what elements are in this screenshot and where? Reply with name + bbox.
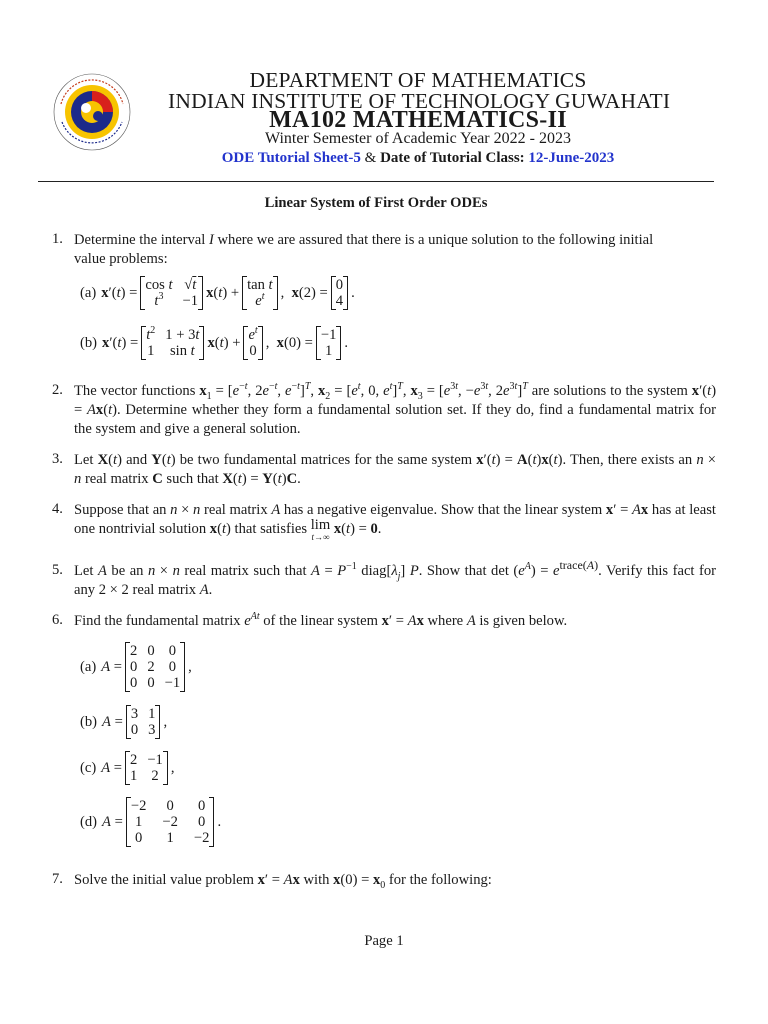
problem-number: 4.: [52, 501, 63, 517]
problem-2-text: The vector functions $x_1 = [e^{-t}$, $2e^{-t}$, $e^{-t}]^T$, $x_2 = [e^t$, 0, $e^t]^T$, $x_3 = [e^{3t}$, $-e^{3t}$, $2e^{3t}]^T$ are solutions to the system x′(t) = Ax(t). Determine whether they form a fundamental solution set. If they do, find a fundamental matrix for the system and give a general solution.: [74, 381, 717, 437]
iitg-logo: [52, 72, 132, 152]
page-number: Page 1: [364, 933, 404, 949]
tutorial-date: 12-June-2023: [528, 150, 615, 166]
section-title: Linear System of First Order ODEs: [264, 195, 488, 211]
problem-number: 3.: [52, 451, 63, 467]
sheet-name: ODE Tutorial Sheet-5: [221, 150, 361, 166]
problem-4-text: Suppose that an n × n real matrix A has a negative eigenvalue. Show that the linear system x′ = Ax has at least one nontrivial solution x(t) that satisfies lim t→∞ x(t) = 0.: [74, 502, 716, 542]
problem-5-text: Let A be an n × n real matrix such that $A = P^{-1}$ $diag[\lambda_j]$ P. Show that $\det (e^A) = e^{trace(A)}$. Verify this fact for any 2 × 2 real matrix A.: [74, 558, 717, 598]
header-divider: [38, 181, 714, 182]
ampersand: &: [364, 150, 377, 166]
institute-heading: INDIAN INSTITUTE OF TECHNOLOGY GUWAHATI: [168, 89, 671, 113]
problem-6c: (c) A = 2 −1 1 2 ,: [80, 752, 175, 784]
problem-number: 1.: [52, 231, 63, 247]
date-label: Date of Tutorial Class:: [380, 150, 525, 166]
problem-6b: (b) A = 3 1 0 3 ,: [80, 706, 168, 738]
problem-6d: (d) A = −2 0 0 1 −2 0 0 1 −2 .: [80, 798, 222, 846]
problem-1b: (b) x′(t) = $t^2$ 1 + 3t 1 sin t x(t) + $e^t$ 0 , x(0) = −1 1 .: [80, 325, 349, 359]
problem-7-text: Solve the initial value problem x′ = Ax with $x(0) = x_0$ for the following:: [74, 872, 492, 891]
problem-number: 2.: [52, 382, 63, 398]
problem-3-text: Let X(t) and Y(t) be two fundamental matrices for the same system x′(t) = A(t)x(t). Then, there exists an n × n real matrix C such that X(t) = Y(t)C.: [74, 452, 717, 487]
problem-number: 7.: [52, 871, 63, 887]
problem-6-text: Find the fundamental matrix $e^{At}$ of the linear system x′ = Ax where A is given below.: [74, 611, 568, 629]
problem-1-text: Determine the interval I where we are assured that there is a unique solution to the following initial value problems:: [74, 232, 654, 267]
problem-1a: (a) x′(t) = cos t √t $t^3$ −1 x(t) + tan t $e^t$ , x(2) = 0 4 .: [80, 277, 355, 309]
problem-number: 6.: [52, 612, 63, 628]
problem-number: 5.: [52, 562, 63, 578]
course-title: MA102 MATHEMATICS-II: [269, 107, 567, 133]
tutorial-line: [168, 150, 668, 167]
problem-6a: (a) A = 2 0 0 0 2 0 0 0 −1 ,: [80, 643, 192, 691]
department-heading: DEPARTMENT OF MATHEMATICS: [249, 68, 587, 92]
semester-line: Winter Semester of Academic Year 2022 - 2023: [265, 130, 571, 147]
